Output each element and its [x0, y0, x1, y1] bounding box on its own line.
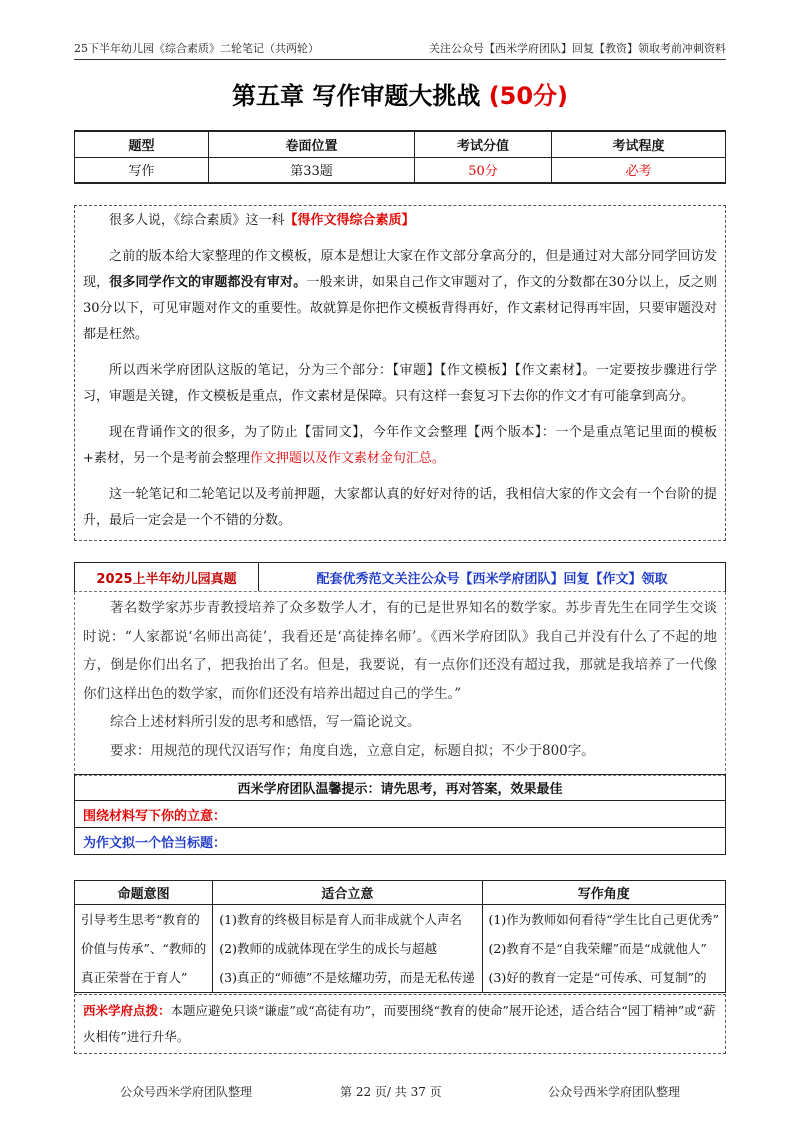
exam-material: 著名数学家苏步青教授培养了众多数学人才，有的已是世界知名的数学家。苏步青先生在同学生交谈时说：“人家都说‘名师出高徒’，我看还是‘高徒捧名师’。《西米学府团队》我自己并没有什么了不起的地方，倒是你们出名了，把我抬出了名。但是，我要说，有一点你们还没有超过我，那就是我培养了一代像你们这样出色的数学家，而你们还没有培养出超过自己的学生。”	[83, 600, 717, 702]
intent-prompt: 围绕材料写下你的立意：	[74, 801, 726, 828]
header-right-text: 关注公众号【西米学府团队】回复【教资】领取考前冲刺资料	[429, 42, 726, 55]
intro-box	[74, 205, 726, 541]
info-value-type: 写作	[75, 157, 209, 183]
analysis-header-theme: 适合立意	[213, 881, 482, 905]
analysis-intent-cell	[75, 905, 213, 993]
intro-paragraph-5: 这一轮笔记和二轮笔记以及考前押题，大家都认真的好好对待的话，我相信大家的作文会有一个台阶的提升，最后一定会是一个不错的分数。	[83, 487, 717, 528]
chapter-title	[0, 76, 800, 111]
page-number: 第 22 页/ 共 37 页	[340, 1085, 442, 1099]
intro-p4-a: 现在背诵作文的很多，为了防止【雷同文】，今年作文会整理【两个版本】：一个是重点笔记里面的模板+素材，另一个是考前会整理	[83, 425, 717, 466]
footer-right: 公众号西米学府团队整理	[548, 1085, 681, 1099]
question-info-table	[74, 130, 726, 184]
header-left-text: 25下半年幼儿园《综合素质》二轮笔记（共两轮）	[74, 42, 319, 55]
analysis-angle-cell	[482, 905, 726, 993]
footer-left: 公众号西米学府团队整理	[120, 1085, 253, 1099]
analysis-theme-line: (2)教师的成就体现在学生的成长与超越	[219, 941, 437, 956]
analysis-intent-line: 真正荣誉在于育人”	[81, 970, 188, 985]
intro-p2-a: 之前的版本给大家整理的作文模板，原本是想让大家在作文部分拿高分的，但是通过对大部分同学回访发现，	[83, 249, 717, 290]
analysis-header-angle: 写作角度	[482, 881, 726, 905]
info-header-type: 题型	[75, 131, 209, 157]
info-value-row	[75, 157, 726, 183]
info-header-level: 考试程度	[552, 131, 726, 157]
analysis-intent-line: 引导考生思考“教育的	[81, 912, 200, 927]
info-header-position: 卷面位置	[209, 131, 415, 157]
page-header	[74, 40, 726, 58]
tutor-comment-box	[74, 994, 726, 1054]
exam-question-box	[74, 562, 726, 776]
exam-question-body	[74, 592, 726, 776]
intro-paragraph-4	[83, 420, 717, 472]
analysis-theme-cell	[213, 905, 482, 993]
info-value-level: 必考	[552, 157, 726, 183]
title-prompt: 为作文拟一个恰当标题：	[74, 828, 726, 855]
analysis-theme-line: (3)真正的“师德”不是炫耀功劳，而是无私传递	[219, 970, 475, 985]
intro-paragraph-1	[83, 208, 717, 234]
info-header-score: 考试分值	[415, 131, 552, 157]
analysis-theme-line: (1)教育的终极目标是育人而非成就个人声名	[219, 912, 462, 927]
intro-p1-text: 很多人说，《综合素质》这一科	[109, 213, 285, 228]
analysis-angle-line: (2)教育不是“自我荣耀”而是“成就他人”	[488, 941, 707, 956]
info-value-score: 50分	[415, 157, 552, 183]
chapter-title-main: 第五章 写作审题大挑战	[231, 82, 481, 110]
analysis-content-row	[75, 905, 726, 993]
analysis-table	[74, 880, 726, 993]
analysis-intent-line: 价值与传承”、“教师的	[81, 941, 207, 956]
chapter-title-score: (50分)	[488, 82, 569, 110]
analysis-header-intent: 命题意图	[75, 881, 213, 905]
tutor-comment-text: 本题应避免只谈“谦虚”或“高徒有功”，而要围绕“教育的使命”展开论述，适合结合“园丁精神”或“薪火相传”进行升华。	[83, 1003, 716, 1044]
thinking-tips-box	[74, 774, 726, 855]
info-value-position: 第33题	[209, 157, 415, 183]
analysis-header-row	[75, 881, 726, 905]
info-header-row	[75, 131, 726, 157]
intro-p2-bold: 很多同学作文的审题都没有审对。	[109, 275, 307, 290]
analysis-angle-line: (1)作为教师如何看待“学生比自己更优秀”	[488, 912, 719, 927]
intro-p1-highlight: 【得作文得综合素质】	[284, 213, 415, 228]
analysis-angle-line: (3)好的教育一定是“可传承、可复制”的	[488, 970, 707, 985]
intro-p2-b: 一般来讲，如果自己作文审题对了，作文的分数都在30分以上，反之则30分以下，可见审题对作文的重要性。故就算是你把作文模板背得再好，作文素材记得再牢固，只要审题没对都是枉然。	[83, 275, 717, 342]
exam-requirement: 要求：用规范的现代汉语写作；角度自选，立意自定，标题自拟；不少于800字。	[110, 742, 595, 759]
tips-title: 西米学府团队温馨提示：请先思考，再对答案，效果最佳	[74, 774, 726, 801]
exam-task: 综合上述材料所引发的思考和感悟，写一篇论说文。	[110, 714, 421, 730]
exam-question-header	[74, 562, 726, 592]
intro-p4-red: 作文押题以及作文素材金句汇总。	[249, 451, 445, 466]
intro-paragraph-2	[83, 244, 717, 348]
exam-source-label: 2025上半年幼儿园真题	[75, 563, 259, 591]
header-divider	[74, 59, 726, 60]
intro-paragraph-3: 所以西米学府团队这版的笔记，分为三个部分：【审题】【作文模板】【作文素材】。一定要按步骤进行学习，审题是关键，作文模板是重点，作文素材是保障。只有这样一套复习下去你的作文才有可能拿到高分。	[83, 363, 717, 404]
exam-sample-note: 配套优秀范文关注公众号【西米学府团队】回复【作文】领取	[316, 571, 668, 587]
tutor-comment-label: 西米学府点拨：	[83, 1003, 171, 1018]
